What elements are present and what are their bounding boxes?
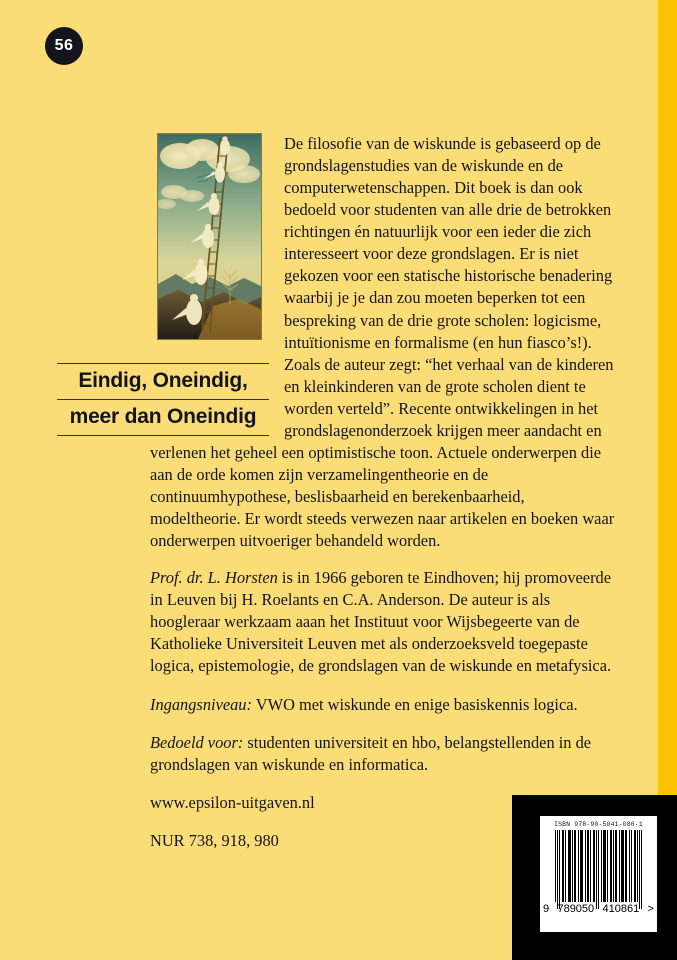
barcode-label — [540, 816, 657, 932]
author-bio: is in 1966 geboren te Eindhoven; hij promoveerde in Leuven bij H. Roelants en C.A. Anderson. De auteur is als hoogleraar werkzaam aaan het Instituut voor Wijsbegeerte van de Katholieke Universiteit Leuven met als onderzoeksveld toegepaste logica, epistemologie, de grondslagen van de wiskunde en metafysica. — [150, 568, 612, 676]
isbn-text: ISBN 978-90-5041-086-1 — [554, 821, 643, 828]
level-paragraph — [150, 694, 615, 716]
left-column — [69, 133, 270, 436]
title-rule-bottom — [57, 435, 269, 436]
description-paragraph: De filosofie van de wiskunde is gebaseerd op de grondslagenstudies van de wiskunde en de computerwetenschappen. Dit boek is dan ook bedoeld voor studenten van alle drie de betrokken richtingen én natuurlijk voor een ieder die zich interesseert voor deze grondslagen. Er is niet gekozen voor een statische historische benadering waarbij je je dan zou moeten beperken tot een bespreking van de drie grote scholen: logicisme, intuïtionisme en formalisme (en hun fiasco’s!). Zoals de auteur zegt: “het verhaal van de kinderen en kleinkinderen van de grote scholen dient te worden verteld”. Recente ontwikkelingen in het grondslagenonderzoek krijgen meer aandacht en verlenen het geheel een optimistische toon. Actuele onderwerpen die aan de orde komen zijn verzamelingentheorie en de continuumhypothese, beslisbaarheid en berekenbaarheid, modeltheorie. Er wordt steeds verwezen naar artikelen en boeken waar onderwerpen uitvoeriger behandeld worden. — [150, 134, 615, 551]
ean-left-digit: 9 — [543, 903, 550, 915]
nur-codes: NUR 738, 918, 980 — [150, 830, 279, 850]
level-text: VWO met wiskunde en enige basiskennis logica. — [251, 694, 578, 714]
page-number-badge: 56 — [45, 27, 83, 65]
audience-text: studenten universiteit en hbo, belangstellenden in de grondslagen van wiskunde en informatica. — [150, 732, 592, 774]
ean-group-2: 410861 — [602, 903, 640, 915]
author-name: Prof. dr. L. Horsten — [150, 568, 278, 588]
barcode-panel — [512, 795, 677, 960]
cover-art-image — [157, 133, 262, 340]
title-block — [57, 363, 269, 436]
ean-group-1: 789050 — [557, 903, 595, 915]
book-title-line-1: Eindig, Oneindig, — [78, 369, 248, 392]
audience-label: Bedoeld voor: — [150, 732, 244, 752]
ean-digits — [540, 903, 657, 915]
publisher-website[interactable]: www.epsilon-uitgaven.nl — [150, 792, 315, 812]
author-paragraph — [150, 567, 615, 677]
audience-paragraph — [150, 732, 615, 776]
barcode-bars — [555, 830, 642, 902]
level-label: Ingangsniveau: — [150, 694, 252, 714]
ean-right-marker: > — [647, 903, 654, 915]
book-title-line-2: meer dan Oneindig — [69, 405, 257, 429]
back-cover-content — [69, 133, 615, 868]
